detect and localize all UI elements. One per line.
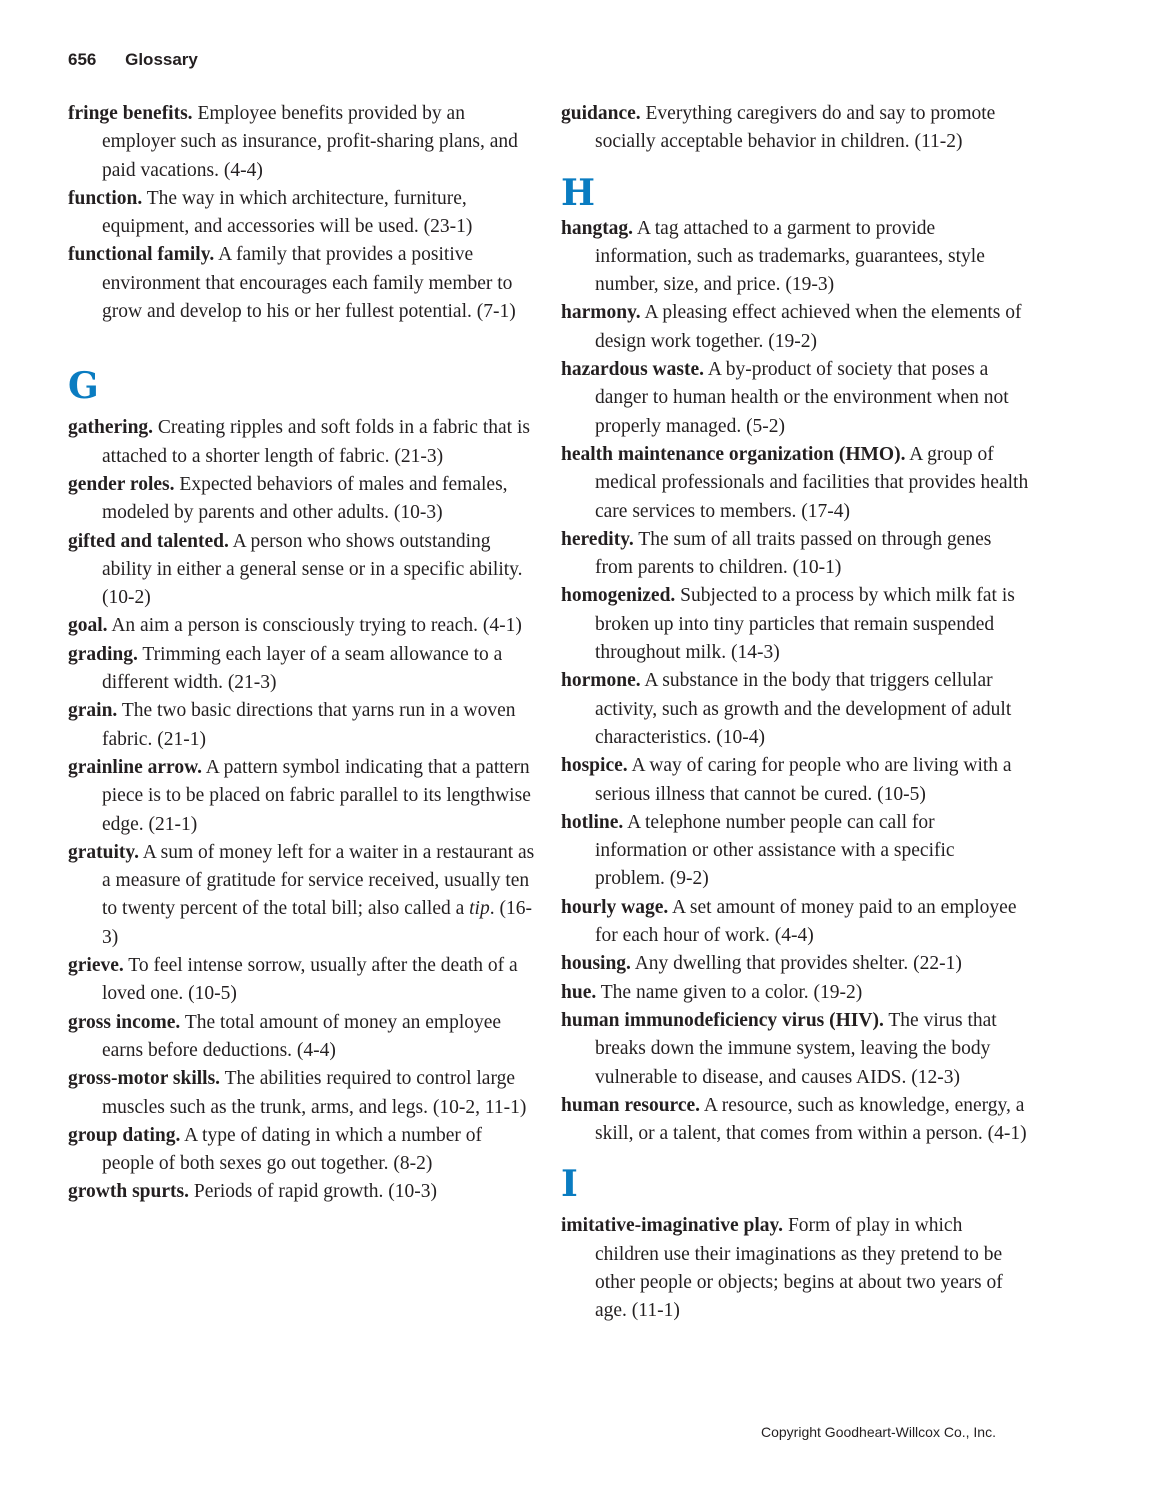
glossary-definition: Everything caregivers do and say to promote socially acceptable behavior in children. (11-2)	[595, 103, 996, 153]
glossary-term: health maintenance organization (HMO).	[561, 443, 906, 465]
glossary-term: hourly wage.	[561, 896, 669, 918]
glossary-term: grain.	[68, 700, 118, 722]
glossary-column-left	[68, 100, 536, 1207]
glossary-term: hazardous waste.	[561, 359, 705, 381]
glossary-term: grainline arrow.	[68, 756, 202, 778]
section-letter-g: G	[68, 365, 99, 408]
glossary-entry	[561, 979, 1029, 1007]
glossary-definition: The abilities required to control large muscles such as the trunk, arms, and legs. (10-2, 11-1)	[102, 1068, 527, 1118]
glossary-entry	[68, 414, 536, 471]
glossary-definition: A type of dating in which a number of people of both sexes go out together. (8-2)	[102, 1124, 483, 1175]
glossary-term: gathering.	[68, 417, 154, 439]
glossary-entry	[68, 754, 536, 839]
glossary-entry	[68, 839, 536, 952]
section-letter-h: H	[561, 171, 596, 214]
glossary-term: gross income.	[68, 1011, 181, 1033]
glossary-term: goal.	[68, 615, 108, 637]
glossary-entry	[561, 809, 1029, 894]
glossary-entry	[561, 582, 1029, 667]
glossary-entry	[561, 1007, 1029, 1092]
glossary-entry	[561, 667, 1029, 752]
glossary-entry	[561, 1212, 1029, 1325]
glossary-term: grieve.	[68, 955, 124, 977]
glossary-term: homogenized.	[561, 585, 676, 607]
glossary-entry	[68, 100, 536, 185]
glossary-term: hue.	[561, 981, 597, 1003]
glossary-definition: A pattern symbol indicating that a pattern piece is to be placed on fabric parallel to its lengthwise edge. (21-1)	[102, 756, 531, 835]
glossary-definition: A sum of money left for a waiter in a restaurant as a measure of gratitude for service received, usually ten to twenty percent of the total bill; also called a	[102, 841, 535, 920]
glossary-definition: To feel intense sorrow, usually after the death of a loved one. (10-5)	[102, 955, 518, 1005]
glossary-entry	[561, 950, 1029, 978]
glossary-definition: Any dwelling that provides shelter. (22-1)	[630, 953, 962, 975]
glossary-entry	[68, 528, 536, 613]
section-letter-i: I	[561, 1163, 578, 1206]
glossary-entry	[561, 215, 1029, 300]
glossary-term: human resource.	[561, 1094, 701, 1116]
glossary-definition: A set amount of money paid to an employee for each hour of work. (4-4)	[595, 896, 1017, 947]
glossary-term: fringe benefits.	[68, 103, 193, 124]
glossary-term: function.	[68, 187, 143, 209]
copyright-footer: Copyright Goodheart-Willcox Co., Inc.	[761, 1424, 996, 1440]
glossary-definition: A family that provides a positive environment that encourages each family member to grow and develop to his or her fullest potential. (7-1)	[102, 244, 516, 323]
page-title: Glossary	[125, 50, 198, 69]
glossary-definition: A by-product of society that poses a danger to human health or the environment when not properly managed. (5-2)	[595, 359, 1009, 437]
glossary-term: human immunodeficiency virus (HIV).	[561, 1009, 884, 1031]
glossary-definition: The name given to a color. (19-2)	[596, 981, 863, 1003]
glossary-entry	[68, 697, 536, 754]
glossary-definition: A pleasing effect achieved when the elements of design work together. (19-2)	[595, 302, 1022, 352]
glossary-entry	[561, 441, 1029, 526]
glossary-definition: A tag attached to a garment to provide information, such as trademarks, guarantees, style number, size, and price. (19-3)	[595, 217, 985, 296]
glossary-entry	[68, 641, 536, 698]
glossary-term: hospice.	[561, 755, 628, 777]
glossary-entry	[68, 185, 536, 242]
glossary-term: guidance.	[561, 103, 641, 124]
glossary-term: imitative-imaginative play.	[561, 1215, 784, 1237]
glossary-definition: The total amount of money an employee earns before deductions. (4-4)	[102, 1011, 502, 1061]
glossary-entry	[561, 299, 1029, 356]
glossary-entry	[561, 752, 1029, 809]
glossary-definition: A resource, such as knowledge, energy, a skill, or a talent, that comes from within a person. (4-1)	[595, 1094, 1027, 1145]
glossary-entry	[561, 526, 1029, 583]
glossary-term: hormone.	[561, 670, 641, 692]
glossary-entry	[68, 952, 536, 1009]
glossary-definition: Form of play in which children use their imaginations as they pretend to be other people or objects; begins at about two years of age. (11-1)	[595, 1215, 1003, 1322]
glossary-definition: The virus that breaks down the immune system, leaving the body vulnerable to disease, and causes AIDS. (12-3)	[595, 1009, 997, 1088]
glossary-definition-end: . (16-3)	[102, 898, 532, 948]
glossary-entry	[68, 612, 536, 640]
glossary-entry	[68, 1065, 536, 1122]
glossary-term: gender roles.	[68, 473, 175, 495]
glossary-term: group dating.	[68, 1124, 181, 1146]
glossary-definition: An aim a person is consciously trying to reach. (4-1)	[107, 615, 522, 637]
glossary-term: growth spurts.	[68, 1181, 189, 1203]
glossary-definition: A group of medical professionals and facilities that provides health care services to members. (17-4)	[595, 443, 1029, 522]
glossary-term: gross-motor skills.	[68, 1068, 221, 1090]
glossary-italic-term: tip	[469, 898, 490, 920]
glossary-definition: The way in which architecture, furniture, equipment, and accessories will be used. (23-1)	[102, 187, 473, 238]
glossary-entry	[68, 241, 536, 326]
glossary-term: housing.	[561, 953, 631, 975]
glossary-definition: A telephone number people can call for information or other assistance with a specific problem. (9-2)	[595, 811, 955, 890]
glossary-term: functional family.	[68, 244, 215, 266]
glossary-entry	[561, 1092, 1029, 1149]
glossary-term: gifted and talented.	[68, 530, 229, 552]
glossary-term: gratuity.	[68, 841, 139, 863]
glossary-definition: Employee benefits provided by an employer such as insurance, profit-sharing plans, and paid vacations. (4-4)	[102, 103, 518, 181]
glossary-term: hotline.	[561, 811, 624, 833]
glossary-entry	[561, 356, 1029, 441]
glossary-term: grading.	[68, 643, 138, 665]
glossary-definition: A substance in the body that triggers cellular activity, such as growth and the development of adult characteristics. (10-4)	[595, 670, 1012, 748]
glossary-term: hangtag.	[561, 217, 634, 239]
glossary-definition: Creating ripples and soft folds in a fabric that is attached to a shorter length of fabric. (21-3)	[102, 417, 530, 467]
glossary-definition: Periods of rapid growth. (10-3)	[189, 1181, 438, 1203]
glossary-definition: The two basic directions that yarns run in a woven fabric. (21-1)	[102, 700, 516, 750]
glossary-term: heredity.	[561, 528, 634, 550]
glossary-column-right	[561, 100, 1029, 1326]
glossary-term: harmony.	[561, 302, 641, 324]
glossary-definition: Subjected to a process by which milk fat is broken up into tiny particles that remain suspended throughout milk. (14-3)	[595, 585, 1015, 664]
glossary-entry	[68, 471, 536, 528]
glossary-entry	[68, 1009, 536, 1066]
page-header	[68, 50, 198, 70]
glossary-definition: A way of caring for people who are living with a serious illness that cannot be cured. (10-5)	[595, 755, 1012, 805]
glossary-definition: The sum of all traits passed on through genes from parents to children. (10-1)	[595, 528, 992, 579]
glossary-entry	[68, 1122, 536, 1179]
glossary-definition: A person who shows outstanding ability in either a general sense or in a specific ability. (10-2)	[102, 530, 523, 609]
glossary-entry	[561, 894, 1029, 951]
glossary-definition: Expected behaviors of males and females, modeled by parents and other adults. (10-3)	[102, 473, 508, 524]
page-number: 656	[68, 50, 97, 69]
glossary-entry	[561, 100, 1029, 157]
glossary-definition: Trimming each layer of a seam allowance to a different width. (21-3)	[102, 643, 503, 694]
glossary-entry	[68, 1178, 536, 1206]
